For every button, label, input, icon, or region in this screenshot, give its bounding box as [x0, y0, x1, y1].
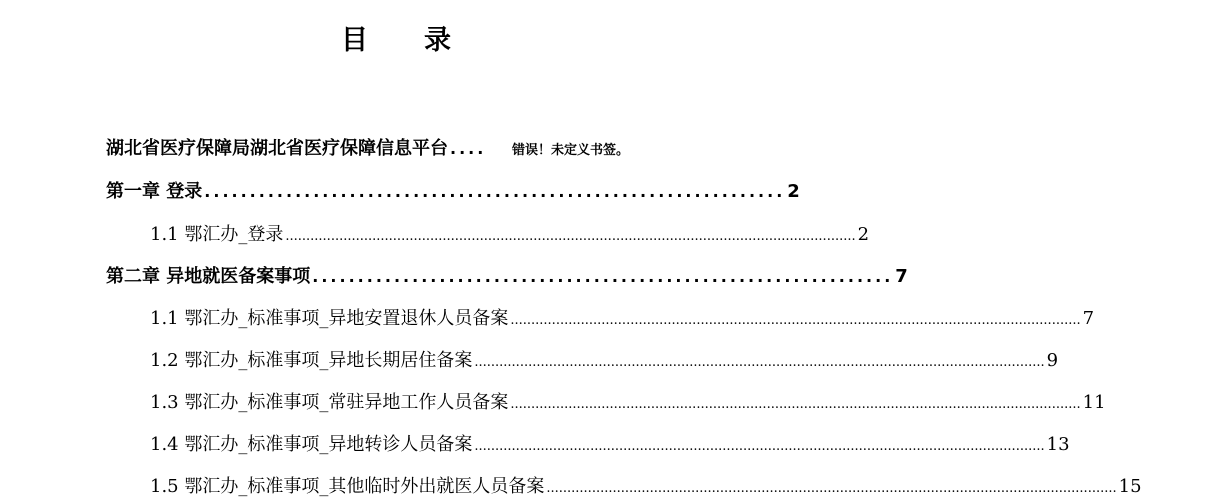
toc-leader: .......................................................................................................................................... [510, 397, 1081, 412]
toc-entry-text: 1.3 鄂汇办_标准事项_常驻异地工作人员备案 [150, 392, 509, 413]
toc-entry-1-1-login[interactable] [0, 220, 870, 246]
toc-title-char-2: 录 [424, 25, 453, 56]
toc-leader: .......................................................................................................................................... [474, 439, 1045, 454]
toc-entry-platform[interactable] [0, 134, 794, 160]
toc-leader: .......................................................................................................................................... [546, 481, 1117, 496]
toc-leader: .......................................................................................................................................... [510, 313, 1081, 328]
toc-entry-1-1-resettled-retirees[interactable] [0, 304, 1095, 330]
toc-page-number: 15 [1118, 476, 1142, 497]
toc-entry-text: 湖北省医疗保障局湖北省医疗保障信息平台 [106, 138, 448, 159]
toc-entry-text: 1.5 鄂汇办_标准事项_其他临时外出就医人员备案 [150, 476, 545, 497]
toc-page-number: 11 [1082, 392, 1106, 413]
toc-entry-chapter-2[interactable] [0, 262, 908, 288]
toc-page-number: 7 [1082, 308, 1095, 329]
toc-leader: .......................................................................................................................................... [285, 229, 856, 244]
toc-page-number: 7 [895, 266, 908, 287]
toc-entry-text: 1.1 鄂汇办_登录 [150, 224, 284, 245]
toc-leader: ................................................................ [312, 267, 894, 286]
toc-leader: ................................................................ [204, 182, 786, 201]
toc-entry-text: 1.1 鄂汇办_标准事项_异地安置退休人员备案 [150, 308, 509, 329]
toc-entry-1-3-resident-workers[interactable] [0, 388, 1106, 414]
toc-entry-text: 第二章 异地就医备案事项 [106, 266, 311, 287]
toc-title-char-1: 目 [341, 25, 370, 56]
toc-page-number: 2 [787, 181, 800, 202]
toc-entry-1-4-referral[interactable] [0, 430, 1070, 456]
toc-page-number: 13 [1046, 434, 1070, 455]
toc-page-error: 错误！未定义书签。 [512, 143, 630, 158]
toc-entry-chapter-1[interactable] [0, 177, 800, 203]
toc-entry-text: 1.4 鄂汇办_标准事项_异地转诊人员备案 [150, 434, 473, 455]
toc-title [0, 18, 794, 57]
toc-leader: .......................................................................................................................................... [474, 355, 1045, 370]
toc-entry-text: 1.2 鄂汇办_标准事项_异地长期居住备案 [150, 350, 473, 371]
toc-entry-1-5-temporary-outside[interactable] [0, 472, 1142, 498]
toc-page-number: 9 [1046, 350, 1059, 371]
toc-entry-text: 第一章 登录 [106, 181, 203, 202]
toc-entry-1-2-long-term-residence[interactable] [0, 346, 1059, 372]
toc-leader: .... [450, 139, 487, 158]
toc-page-number: 2 [857, 224, 870, 245]
